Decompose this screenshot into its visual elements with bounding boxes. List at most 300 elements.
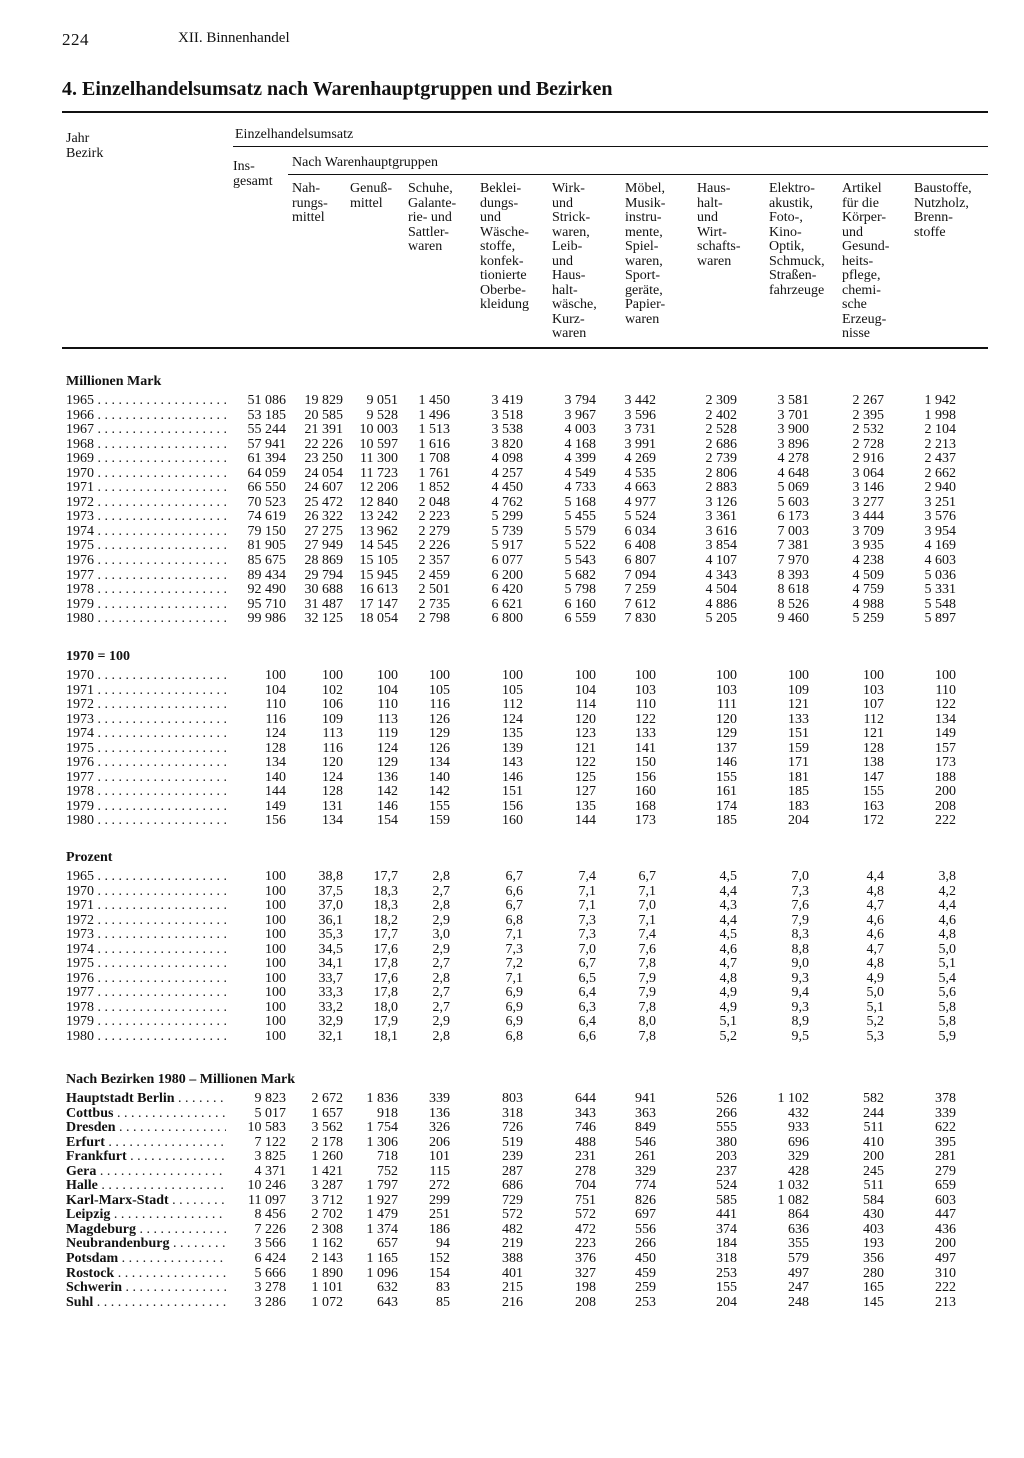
table-cell: 9,3 (791, 970, 809, 986)
table-cell: 122 (575, 755, 596, 771)
table-cell: 2 532 (852, 422, 884, 438)
table-cell: 497 (788, 1265, 809, 1281)
table-cell: 100 (265, 898, 286, 914)
table-row (0, 1252, 1024, 1267)
table-cell: 100 (265, 927, 286, 943)
table-cell: 4 535 (624, 465, 656, 481)
table-cell: 318 (716, 1251, 737, 1267)
row-label: 1972 . . . (66, 914, 226, 929)
table-cell: 146 (716, 755, 737, 771)
row-label: 1971 . . . (66, 684, 226, 699)
table-cell: 5 897 (924, 611, 956, 627)
table-cell: 6 420 (491, 582, 523, 598)
running-head (62, 30, 290, 50)
table-cell: 5,0 (938, 941, 956, 957)
table-cell: 26 322 (304, 509, 343, 525)
table-cell: 208 (935, 798, 956, 814)
table-cell: 603 (935, 1192, 956, 1208)
table-cell: 6,4 (578, 1014, 596, 1030)
table-cell: 85 (436, 1294, 450, 1310)
table-cell: 100 (863, 668, 884, 683)
table-cell: 2 916 (852, 451, 884, 467)
table-cell: 2 459 (418, 567, 450, 583)
column-header: Nah- rungs- mittel (292, 181, 328, 225)
table-cell: 3 562 (311, 1120, 343, 1136)
table-cell: 4,9 (719, 999, 737, 1015)
table-cell: 1 754 (366, 1120, 398, 1136)
table-cell: 5 522 (564, 538, 596, 554)
table-row (0, 684, 1024, 699)
table-cell: 104 (377, 682, 398, 698)
table-cell: 1 374 (366, 1221, 398, 1237)
table-cell: 100 (265, 985, 286, 1001)
table-cell: 9,0 (791, 956, 809, 972)
table-cell: 279 (935, 1163, 956, 1179)
table-cell: 864 (788, 1207, 809, 1223)
table-cell: 1 852 (418, 480, 450, 496)
table-cell: 2 308 (311, 1221, 343, 1237)
table-cell: 4,8 (719, 970, 737, 986)
table-cell: 7,4 (638, 927, 656, 943)
table-cell: 4 977 (624, 494, 656, 510)
table-row (0, 756, 1024, 771)
table-cell: 113 (322, 726, 343, 742)
table-cell: 4 762 (491, 494, 523, 510)
table-cell: 7,0 (791, 869, 809, 884)
table-cell: 4,5 (719, 869, 737, 884)
table-cell: 5,2 (866, 1014, 884, 1030)
table-cell: 2 213 (924, 436, 956, 452)
row-label: Cottbus . . . (66, 1107, 226, 1122)
table-cell: 3 854 (705, 538, 737, 554)
table-cell: 3 896 (777, 436, 809, 452)
table-cell: 318 (502, 1105, 523, 1121)
table-row (0, 1015, 1024, 1030)
table-cell: 3 731 (624, 422, 656, 438)
table-cell: 524 (716, 1178, 737, 1194)
table-cell: 81 905 (247, 538, 286, 554)
table-cell: 105 (502, 682, 523, 698)
table-cell: 237 (716, 1163, 737, 1179)
table-row (0, 785, 1024, 800)
table-cell: 2 940 (924, 480, 956, 496)
table-cell: 644 (575, 1091, 596, 1106)
table-cell: 17 147 (359, 596, 398, 612)
table-cell: 17,9 (373, 1014, 398, 1030)
table-cell: 266 (716, 1105, 737, 1121)
table-cell: 104 (265, 682, 286, 698)
table-cell: 100 (935, 668, 956, 683)
table-cell: 380 (716, 1134, 737, 1150)
table-row (0, 1223, 1024, 1238)
table-cell: 155 (716, 1280, 737, 1296)
table-cell: 145 (863, 1294, 884, 1310)
table-cell: 144 (265, 784, 286, 800)
table-cell: 126 (429, 740, 450, 756)
table-row (0, 554, 1024, 569)
table-cell: 555 (716, 1120, 737, 1136)
table-cell: 7,0 (638, 898, 656, 914)
table-cell: 32 125 (304, 611, 343, 627)
total-header: Ins- gesamt (233, 159, 273, 189)
table-cell: 55 244 (247, 422, 286, 438)
table-cell: 13 242 (359, 509, 398, 525)
table-cell: 7 970 (777, 553, 809, 569)
row-label: 1976 . . . (66, 756, 226, 771)
table-cell: 2 178 (311, 1134, 343, 1150)
table-cell: 11 300 (360, 451, 398, 467)
table-cell: 12 206 (359, 480, 398, 496)
row-label: 1965 . . . (66, 870, 226, 885)
table-cell: 2 672 (311, 1091, 343, 1106)
row-label: Neubrandenburg . . . (66, 1237, 226, 1252)
table-row (0, 598, 1024, 613)
table-row (0, 899, 1024, 914)
table-row (0, 612, 1024, 627)
table-cell: 20 585 (304, 407, 343, 423)
table-cell: 1 708 (418, 451, 450, 467)
table-cell: 266 (635, 1236, 656, 1252)
table-cell: 632 (377, 1280, 398, 1296)
table-cell: 261 (635, 1149, 656, 1165)
table-cell: 128 (863, 740, 884, 756)
table-cell: 100 (575, 668, 596, 683)
table-cell: 37,5 (318, 883, 343, 899)
row-label: 1965 . . . (66, 394, 226, 409)
table-cell: 2 806 (705, 465, 737, 481)
table-cell: 356 (863, 1251, 884, 1267)
table-row (0, 943, 1024, 958)
table-cell: 5 331 (924, 582, 956, 598)
table-cell: 32,1 (318, 1029, 343, 1045)
table-cell: 120 (322, 755, 343, 771)
table-cell: 428 (788, 1163, 809, 1179)
table-cell: 141 (635, 740, 656, 756)
table-cell: 1 496 (418, 407, 450, 423)
table-cell: 3 361 (705, 509, 737, 525)
table-cell: 251 (429, 1207, 450, 1223)
table-cell: 64 059 (247, 465, 286, 481)
table-cell: 7 612 (624, 596, 656, 612)
table-cell: 287 (502, 1163, 523, 1179)
table-cell: 7 094 (624, 567, 656, 583)
table-cell: 36,1 (318, 912, 343, 928)
table-cell: 151 (788, 726, 809, 742)
table-cell: 432 (788, 1105, 809, 1121)
table-cell: 27 949 (304, 538, 343, 554)
table-cell: 5 455 (564, 509, 596, 525)
row-label: Potsdam . . . (66, 1252, 226, 1267)
table-cell: 2 528 (705, 422, 737, 438)
table-cell: 1 165 (366, 1251, 398, 1267)
table-cell: 38,8 (318, 869, 343, 884)
table-cell: 102 (322, 682, 343, 698)
table-cell: 3 287 (311, 1178, 343, 1194)
table-cell: 253 (716, 1265, 737, 1281)
table-cell: 6,9 (505, 1014, 523, 1030)
table-cell: 129 (429, 726, 450, 742)
table-cell: 219 (502, 1236, 523, 1252)
table-cell: 4 759 (852, 582, 884, 598)
table-cell: 1 942 (924, 393, 956, 408)
table-cell: 7 226 (254, 1221, 286, 1237)
table-row (0, 870, 1024, 885)
table-cell: 472 (575, 1221, 596, 1237)
table-cell: 100 (265, 883, 286, 899)
table-cell: 23 250 (304, 451, 343, 467)
table-cell: 3 794 (564, 393, 596, 408)
table-cell: 155 (429, 798, 450, 814)
table-cell: 7 381 (777, 538, 809, 554)
table-cell: 135 (575, 798, 596, 814)
table-row (0, 525, 1024, 540)
table-row (0, 885, 1024, 900)
table-cell: 5,3 (866, 1029, 884, 1045)
table-cell: 259 (635, 1280, 656, 1296)
table-cell: 11 723 (360, 465, 398, 481)
table-cell: 114 (575, 697, 596, 713)
table-cell: 718 (377, 1149, 398, 1165)
table-cell: 101 (429, 1149, 450, 1165)
table-cell: 4,8 (866, 956, 884, 972)
table-row (0, 467, 1024, 482)
row-label: Halle . . . (66, 1179, 226, 1194)
table-cell: 149 (935, 726, 956, 742)
header-rule-2 (288, 174, 988, 175)
table-cell: 100 (265, 1029, 286, 1045)
row-label: 1980 . . . (66, 814, 226, 829)
table-cell: 18,3 (373, 898, 398, 914)
column-header: Artikel für die Körper- und Gesund- heits- pflege, chemi- sche Erzeug- nisse (842, 181, 890, 341)
table-row (0, 972, 1024, 987)
table-cell: 3 596 (624, 407, 656, 423)
table-cell: 222 (935, 813, 956, 829)
table-cell: 12 840 (359, 494, 398, 510)
table-cell: 100 (322, 668, 343, 683)
table-cell: 3 991 (624, 436, 656, 452)
row-label: 1980 . . . (66, 612, 226, 627)
table-cell: 120 (716, 711, 737, 727)
table-row (0, 814, 1024, 829)
table-cell: 849 (635, 1120, 656, 1136)
table-cell: 1 616 (418, 436, 450, 452)
table-cell: 163 (863, 798, 884, 814)
table-cell: 447 (935, 1207, 956, 1223)
table-cell: 112 (863, 711, 884, 727)
table-cell: 146 (377, 798, 398, 814)
table-cell: 3,8 (938, 869, 956, 884)
row-label: Erfurt . . . (66, 1136, 226, 1151)
row-label: 1975 . . . (66, 742, 226, 757)
table-cell: 10 003 (359, 422, 398, 438)
row-label: 1974 . . . (66, 727, 226, 742)
table-cell: 4 168 (564, 436, 596, 452)
table-cell: 204 (716, 1294, 737, 1310)
row-label: 1973 . . . (66, 510, 226, 525)
table-cell: 2,9 (432, 1014, 450, 1030)
row-label: 1974 . . . (66, 525, 226, 540)
table-cell: 6,3 (578, 999, 596, 1015)
table-cell: 5 036 (924, 567, 956, 583)
table-cell: 2 143 (311, 1251, 343, 1267)
table-cell: 100 (635, 668, 656, 683)
table-cell: 5 017 (254, 1105, 286, 1121)
table-cell: 5 603 (777, 494, 809, 510)
table-cell: 933 (788, 1120, 809, 1136)
table-cell: 5 579 (564, 523, 596, 539)
table-cell: 18 054 (359, 611, 398, 627)
table-cell: 94 (436, 1236, 450, 1252)
table-cell: 2 357 (418, 553, 450, 569)
column-header: Wirk- und Strick- waren, Leib- und Haus- halt- wäsche, Kurz- waren (552, 181, 597, 341)
table-cell: 4 733 (564, 480, 596, 496)
table-cell: 3 576 (924, 509, 956, 525)
table-cell: 2 402 (705, 407, 737, 423)
table-cell: 33,2 (318, 999, 343, 1015)
table-cell: 327 (575, 1265, 596, 1281)
table-cell: 156 (635, 769, 656, 785)
row-label: 1980 . . . (66, 1030, 226, 1045)
table-cell: 131 (322, 798, 343, 814)
row-label: Hauptstadt Berlin . . . (66, 1092, 226, 1107)
table-cell: 339 (429, 1091, 450, 1106)
table-cell: 4,2 (938, 883, 956, 899)
table-cell: 299 (429, 1192, 450, 1208)
table-cell: 15 945 (359, 567, 398, 583)
table-cell: 584 (863, 1192, 884, 1208)
table-cell: 4,4 (866, 869, 884, 884)
header-bottom-rule (62, 347, 988, 349)
table-cell: 159 (788, 740, 809, 756)
table-cell: 206 (429, 1134, 450, 1150)
table-cell: 37,0 (318, 898, 343, 914)
table-cell: 2 437 (924, 451, 956, 467)
table-cell: 5 666 (254, 1265, 286, 1281)
table-cell: 2,7 (432, 999, 450, 1015)
table-cell: 9 051 (366, 393, 398, 408)
table-cell: 5,1 (938, 956, 956, 972)
table-cell: 8,3 (791, 927, 809, 943)
table-cell: 4,5 (719, 927, 737, 943)
table-cell: 5 798 (564, 582, 596, 598)
table-row (0, 928, 1024, 943)
table-cell: 941 (635, 1091, 656, 1106)
table-cell: 329 (635, 1163, 656, 1179)
table-cell: 100 (377, 668, 398, 683)
table-cell: 4,6 (866, 927, 884, 943)
table-row (0, 698, 1024, 713)
table-cell: 152 (429, 1251, 450, 1267)
table-row (0, 986, 1024, 1001)
table-cell: 6,7 (578, 956, 596, 972)
table-cell: 5 259 (852, 611, 884, 627)
table-row (0, 409, 1024, 424)
table-cell: 7,3 (505, 941, 523, 957)
table-cell: 8,0 (638, 1014, 656, 1030)
table-cell: 726 (502, 1120, 523, 1136)
table-row (0, 510, 1024, 525)
table-cell: 4,4 (719, 883, 737, 899)
table-cell: 4 003 (564, 422, 596, 438)
table-row (0, 481, 1024, 496)
table-cell: 7,9 (638, 970, 656, 986)
table-cell: 657 (377, 1236, 398, 1252)
table-cell: 2,8 (432, 970, 450, 986)
table-cell: 482 (502, 1221, 523, 1237)
table-cell: 121 (788, 697, 809, 713)
row-label: 1970 . . . (66, 669, 226, 684)
table-cell: 2 226 (418, 538, 450, 554)
table-cell: 115 (429, 1163, 450, 1179)
table-cell: 142 (429, 784, 450, 800)
table-cell: 4,9 (719, 985, 737, 1001)
table-cell: 18,1 (373, 1029, 398, 1045)
table-cell: 6,8 (505, 912, 523, 928)
table-cell: 4 603 (924, 553, 956, 569)
table-cell: 21 391 (304, 422, 343, 438)
table-cell: 7,3 (578, 927, 596, 943)
table-cell: 66 550 (247, 480, 286, 496)
table-cell: 127 (575, 784, 596, 800)
table-cell: 161 (716, 784, 737, 800)
row-label: 1977 . . . (66, 771, 226, 786)
table-cell: 918 (377, 1105, 398, 1121)
table-cell: 6 559 (564, 611, 596, 627)
table-cell: 579 (788, 1251, 809, 1267)
row-label: 1970 . . . (66, 885, 226, 900)
table-row (0, 1281, 1024, 1296)
table-cell: 29 794 (304, 567, 343, 583)
table-cell: 1 082 (777, 1192, 809, 1208)
table-cell: 6,6 (505, 883, 523, 899)
table-cell: 4 663 (624, 480, 656, 496)
table-cell: 159 (429, 813, 450, 829)
table-cell: 109 (322, 711, 343, 727)
table-cell: 165 (863, 1280, 884, 1296)
table-cell: 133 (788, 711, 809, 727)
row-label: 1979 . . . (66, 1015, 226, 1030)
table-cell: 223 (575, 1236, 596, 1252)
table-cell: 113 (377, 711, 398, 727)
table-cell: 5,0 (866, 985, 884, 1001)
table-cell: 204 (788, 813, 809, 829)
table-cell: 119 (377, 726, 398, 742)
table-cell: 4,6 (938, 912, 956, 928)
table-row (0, 771, 1024, 786)
table-cell: 585 (716, 1192, 737, 1208)
table-cell: 1 032 (777, 1178, 809, 1194)
table-cell: 9 823 (254, 1091, 286, 1106)
table-cell: 5 543 (564, 553, 596, 569)
table-cell: 6,4 (578, 985, 596, 1001)
table-cell: 27 275 (304, 523, 343, 539)
table-cell: 374 (716, 1221, 737, 1237)
header-rule-1 (233, 146, 988, 147)
table-cell: 124 (265, 726, 286, 742)
table-cell: 244 (863, 1105, 884, 1121)
table-cell: 156 (502, 798, 523, 814)
table-cell: 14 545 (359, 538, 398, 554)
table-cell: 4,8 (866, 883, 884, 899)
table-cell: 3 967 (564, 407, 596, 423)
table-cell: 6,5 (578, 970, 596, 986)
table-cell: 6 173 (777, 509, 809, 525)
table-cell: 2 798 (418, 611, 450, 627)
table-cell: 3 820 (491, 436, 523, 452)
table-row (0, 713, 1024, 728)
table-cell: 4 107 (705, 553, 737, 569)
table-cell: 100 (502, 668, 523, 683)
